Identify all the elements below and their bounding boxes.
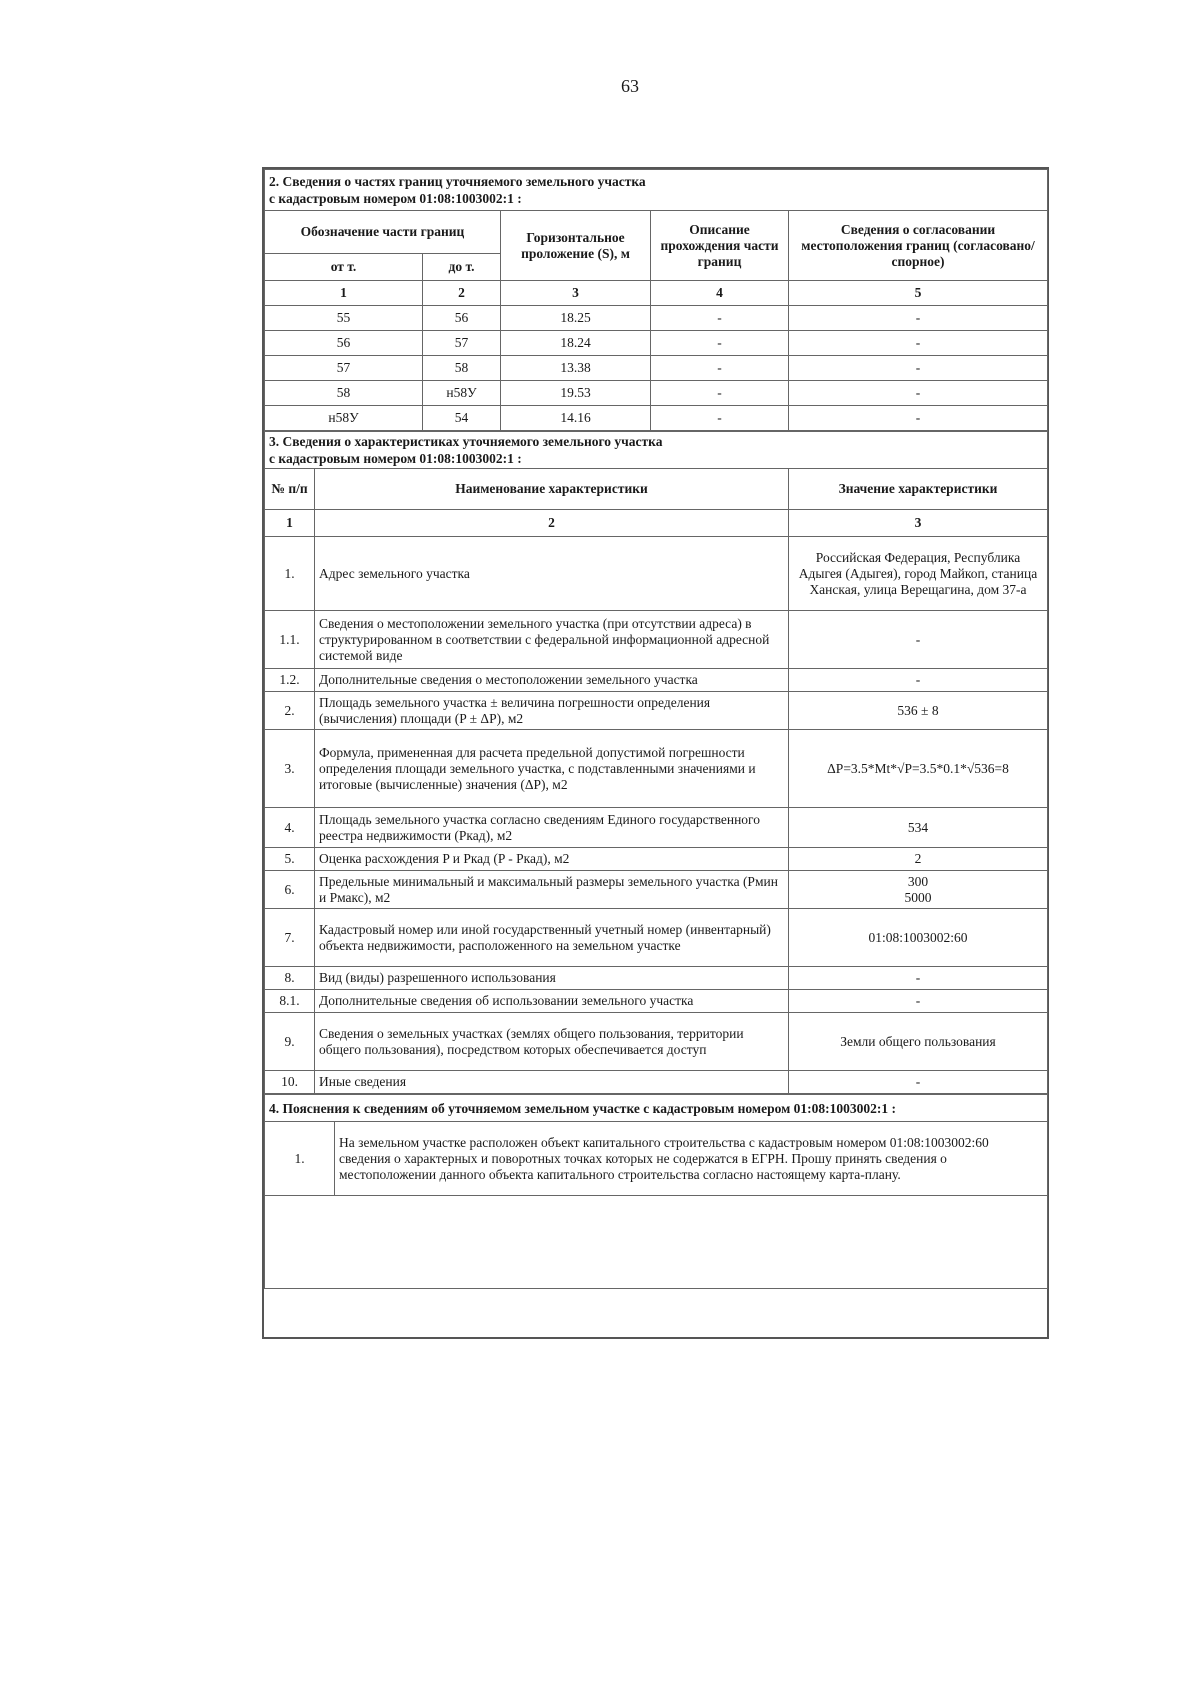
- cell-value: 534: [789, 808, 1048, 848]
- page-number: 63: [621, 76, 639, 96]
- document-frame: [262, 167, 1049, 1339]
- cell-num: 5.: [265, 848, 315, 871]
- header-num: № п/п: [265, 469, 315, 510]
- cell-desc: -: [651, 381, 789, 406]
- cell-num: 8.1.: [265, 990, 315, 1013]
- cell-desc: -: [651, 306, 789, 331]
- cell-s: 14.16: [501, 406, 651, 431]
- cell-agree: -: [789, 381, 1048, 406]
- cell-value: -: [789, 1071, 1048, 1094]
- cell-value: -: [789, 967, 1048, 990]
- table-row: [265, 1071, 1048, 1094]
- cell-name: Оценка расхождения P и Ркад (P - Ркад), м2: [315, 848, 789, 871]
- cell-value: 536 ± 8: [789, 692, 1048, 730]
- table-row: [265, 692, 1048, 730]
- cell-num: 2.: [265, 692, 315, 730]
- colnum: 4: [651, 281, 789, 306]
- cell-name: Адрес земельного участка: [315, 537, 789, 611]
- section2-header-row: [265, 211, 1048, 254]
- table-row: [265, 356, 1048, 381]
- cell-num: 10.: [265, 1071, 315, 1094]
- cell-to: 54: [423, 406, 501, 431]
- cell-name: Кадастровый номер или иной государственный учетный номер (инвентарный) объекта недвижимости, расположенного на земельном участке: [315, 909, 789, 967]
- cell-text: На земельном участке расположен объект капитального строительства с кадастровым номером 01:08:1003002:60 сведения о характерных и поворотных точках которых не содержатся в ЕГРН. Прошу принять сведения о местоположении данного объекта капитального строительства согласно настоящему карта-плану.: [335, 1122, 1048, 1196]
- cell-num: 8.: [265, 967, 315, 990]
- table-row: [265, 871, 1048, 909]
- cell-s: 13.38: [501, 356, 651, 381]
- section2-colnum-row: [265, 281, 1048, 306]
- cell-name: Иные сведения: [315, 1071, 789, 1094]
- cell-name: Сведения о местоположении земельного участка (при отсутствии адреса) в структурированном в соответствии с федеральной информационной адресной системой виде: [315, 611, 789, 669]
- cell-desc: -: [651, 356, 789, 381]
- cell-num: 1.1.: [265, 611, 315, 669]
- colnum: 3: [501, 281, 651, 306]
- cell-desc: -: [651, 406, 789, 431]
- characteristics-table: [264, 431, 1048, 1094]
- table-row: [265, 848, 1048, 871]
- colnum: 1: [265, 281, 423, 306]
- cell-num: 1.: [265, 1122, 335, 1196]
- cell-desc: -: [651, 331, 789, 356]
- empty-area: [265, 1196, 1048, 1289]
- cell-agree: -: [789, 406, 1048, 431]
- table-row: [265, 967, 1048, 990]
- section3-title-line2: с кадастровым номером 01:08:1003002:1 :: [269, 451, 522, 466]
- cell-value: Земли общего пользования: [789, 1013, 1048, 1071]
- cell-name: Вид (виды) разрешенного использования: [315, 967, 789, 990]
- cell-to: 56: [423, 306, 501, 331]
- table-row: [265, 381, 1048, 406]
- cell-s: 18.24: [501, 331, 651, 356]
- cell-value: 2: [789, 848, 1048, 871]
- cell-value: ΔP=3.5*Mt*√P=3.5*0.1*√536=8: [789, 730, 1048, 808]
- cell-s: 19.53: [501, 381, 651, 406]
- table-row: [265, 331, 1048, 356]
- table-row: [265, 1013, 1048, 1071]
- table-row: [265, 537, 1048, 611]
- explanations-table: [264, 1094, 1048, 1289]
- cell-agree: -: [789, 356, 1048, 381]
- colnum: 5: [789, 281, 1048, 306]
- cell-from: 55: [265, 306, 423, 331]
- cell-name: Предельные минимальный и максимальный размеры земельного участка (Рмин и Рмакс), м2: [315, 871, 789, 909]
- section3-title-row: [265, 432, 1048, 469]
- section3-header-row: [265, 469, 1048, 510]
- table-row: [265, 669, 1048, 692]
- cell-name: Площадь земельного участка ± величина погрешности определения (вычисления) площади (P ± ΔP), м2: [315, 692, 789, 730]
- cell-name: Формула, примененная для расчета предельной допустимой погрешности определения площади земельного участка, с подставленными значениями и итоговые (вычисленные) значения (ΔP), м2: [315, 730, 789, 808]
- cell-from: н58У: [265, 406, 423, 431]
- cell-from: 57: [265, 356, 423, 381]
- cell-from: 56: [265, 331, 423, 356]
- cell-from: 58: [265, 381, 423, 406]
- cell-num: 4.: [265, 808, 315, 848]
- cell-name: Площадь земельного участка согласно сведениям Единого государственного реестра недвижимости (Ркад), м2: [315, 808, 789, 848]
- cell-value: Российская Федерация, Республика Адыгея (Адыгея), город Майкоп, станица Ханская, улица Верещагина, дом 37-а: [789, 537, 1048, 611]
- cell-num: 1.: [265, 537, 315, 611]
- colnum: 3: [789, 510, 1048, 537]
- table-row: [265, 611, 1048, 669]
- table-row: [265, 406, 1048, 431]
- header-name: Наименование характеристики: [315, 469, 789, 510]
- cell-value: 300 5000: [789, 871, 1048, 909]
- cell-num: 1.2.: [265, 669, 315, 692]
- section3-colnum-row: [265, 510, 1048, 537]
- section3-title-line1: 3. Сведения о характеристиках уточняемого земельного участка: [269, 434, 663, 449]
- section2-title-line1: 2. Сведения о частях границ уточняемого земельного участка: [269, 174, 646, 189]
- cell-to: н58У: [423, 381, 501, 406]
- boundary-parts-table: [264, 169, 1048, 431]
- colnum: 2: [423, 281, 501, 306]
- header-from: от т.: [265, 254, 423, 281]
- cell-agree: -: [789, 306, 1048, 331]
- cell-num: 7.: [265, 909, 315, 967]
- header-to: до т.: [423, 254, 501, 281]
- section3-title: [265, 432, 1048, 469]
- table-row: [265, 990, 1048, 1013]
- cell-agree: -: [789, 331, 1048, 356]
- header-agreement: Сведения о согласовании местоположения границ (согласовано/спорное): [789, 211, 1048, 281]
- cell-num: 3.: [265, 730, 315, 808]
- cell-num: 6.: [265, 871, 315, 909]
- cell-s: 18.25: [501, 306, 651, 331]
- table-row: [265, 1122, 1048, 1196]
- section4-title-row: [265, 1095, 1048, 1122]
- cell-value: 01:08:1003002:60: [789, 909, 1048, 967]
- cell-name: Дополнительные сведения об использовании земельного участка: [315, 990, 789, 1013]
- cell-to: 58: [423, 356, 501, 381]
- table-row: [265, 909, 1048, 967]
- cell-to: 57: [423, 331, 501, 356]
- cell-num: 9.: [265, 1013, 315, 1071]
- table-row: [265, 306, 1048, 331]
- colnum: 2: [315, 510, 789, 537]
- cell-value: -: [789, 669, 1048, 692]
- cell-name: Дополнительные сведения о местоположении земельного участка: [315, 669, 789, 692]
- header-value: Значение характеристики: [789, 469, 1048, 510]
- empty-row: [265, 1196, 1048, 1289]
- cell-value: -: [789, 611, 1048, 669]
- table-row: [265, 730, 1048, 808]
- colnum: 1: [265, 510, 315, 537]
- section2-title-line2: с кадастровым номером 01:08:1003002:1 :: [269, 191, 522, 206]
- header-description: Описание прохождения части границ: [651, 211, 789, 281]
- section2-title: [265, 170, 1048, 211]
- table-row: [265, 808, 1048, 848]
- header-part-designation: Обозначение части границ: [265, 211, 501, 254]
- section4-title: 4. Пояснения к сведениям об уточняемом земельном участке с кадастровым номером 01:08:1003002:1 :: [265, 1095, 1048, 1122]
- section2-title-row: [265, 170, 1048, 211]
- cell-name: Сведения о земельных участках (землях общего пользования, территории общего пользования), посредством которых обеспечивается доступ: [315, 1013, 789, 1071]
- header-horizontal: Горизонтальное проложение (S), м: [501, 211, 651, 281]
- cell-value: -: [789, 990, 1048, 1013]
